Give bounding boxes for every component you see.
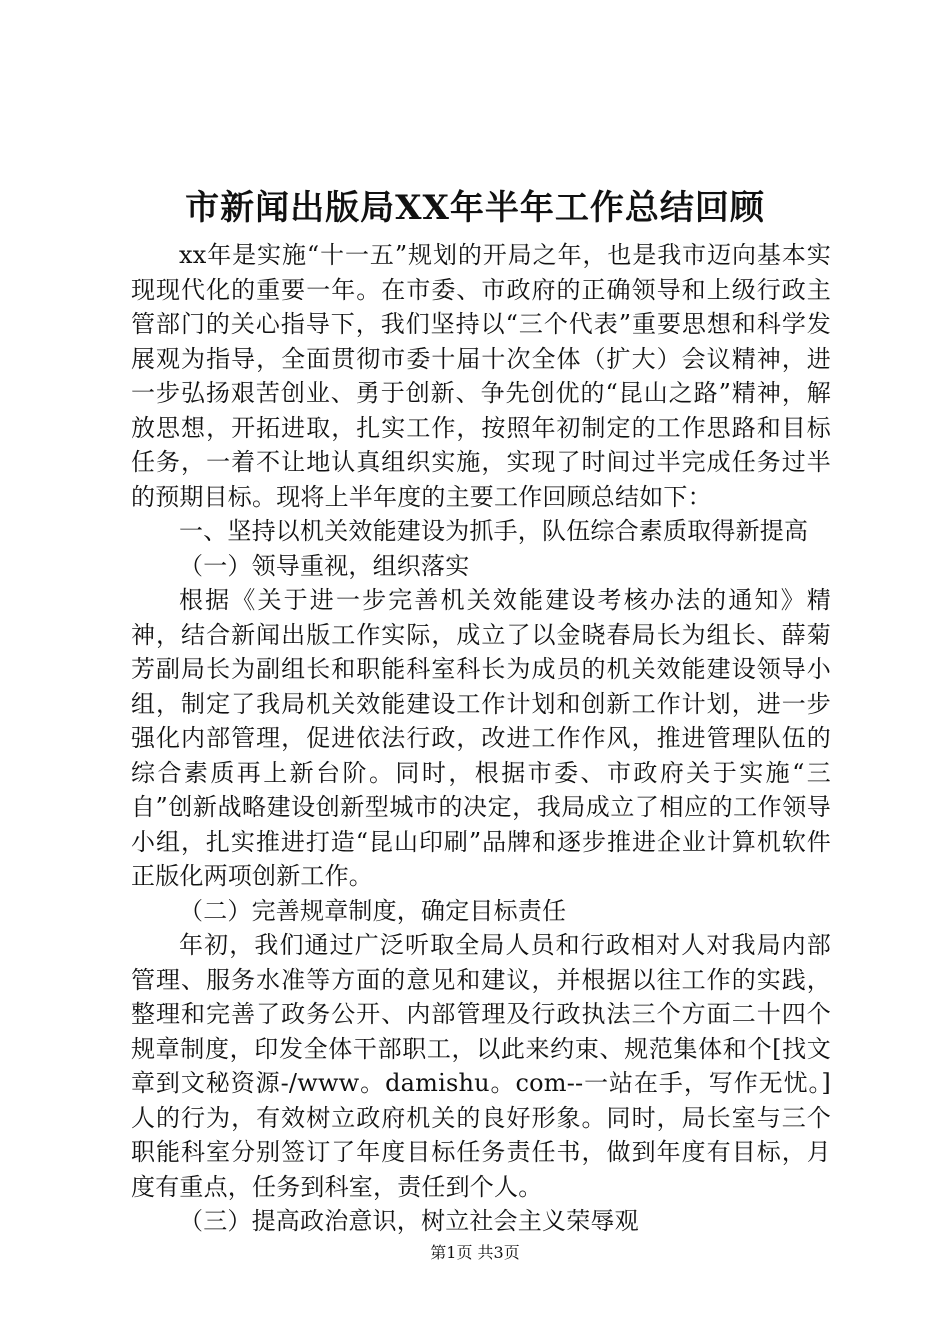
body-paragraph-2: 年初，我们通过广泛听取全局人员和行政相对人对我局内部管理、服务水准等方面的意见和建议，并根据以往工作的实践，整理和完善了政务公开、内部管理及行政执法三个方面二十四个规章制度，印发全体干部职工，以此来约束、规范集体和个[找文章到文秘资源-/www。damishu。com--一站在手，写作无忧。]人的行为，有效树立政府机关的良好形象。同时，局长室与三个职能科室分别签订了年度目标任务责任书，做到年度有目标，月度有重点，任务到科室，责任到个人。	[131, 931, 831, 1201]
subsection-heading-2: （二）完善规章制度，确定目标责任	[179, 896, 567, 925]
page-footer: 第1页 共3页	[430, 1243, 520, 1262]
body-paragraph-1: 根据《关于进一步完善机关效能建设考核办法的通知》精神，结合新闻出版工作实际，成立了以金晓春局长为组长、薛菊芳副局长为副组长和职能科室科长为成员的机关效能建设领导小组，制定了我局机关效能建设工作计划和创新工作计划，进一步强化内部管理，促进依法行政，改进工作作风，推进管理队伍的综合素质再上新台阶。同时，根据市委、市政府关于实施“三自”创新战略建设创新型城市的决定，我局成立了相应的工作领导小组，扎实推进打造“昆山印刷”品牌和逐步推进企业计算机软件正版化两项创新工作。	[131, 586, 831, 890]
subsection-heading-3: （三）提高政治意识，树立社会主义荣辱观	[179, 1207, 639, 1235]
subsection-heading-1: （一）领导重视，组织落实	[179, 551, 470, 580]
intro-paragraph: xx年是实施“十一五”规划的开局之年，也是我市迈向基本实现现代化的重要一年。在市委、市政府的正确领导和上级行政主管部门的关心指导下，我们坚持以“三个代表”重要思想和科学发展观为指导，全面贯彻市委十届十次全体（扩大）会议精神，进一步弘扬艰苦创业、勇于创新、争先创优的“昆山之路”精神，解放思想，开拓进取，扎实工作，按照年初制定的工作思路和目标任务，一着不让地认真组织实施，实现了时间过半完成任务过半的预期目标。现将上半年度的主要工作回顾总结如下：	[131, 241, 831, 511]
document-title: 市新闻出版局XX年半年工作总结回顾	[185, 188, 765, 228]
document-body	[131, 238, 831, 1239]
section-heading-1: 一、坚持以机关效能建设为抓手，队伍综合素质取得新提高	[179, 517, 809, 545]
